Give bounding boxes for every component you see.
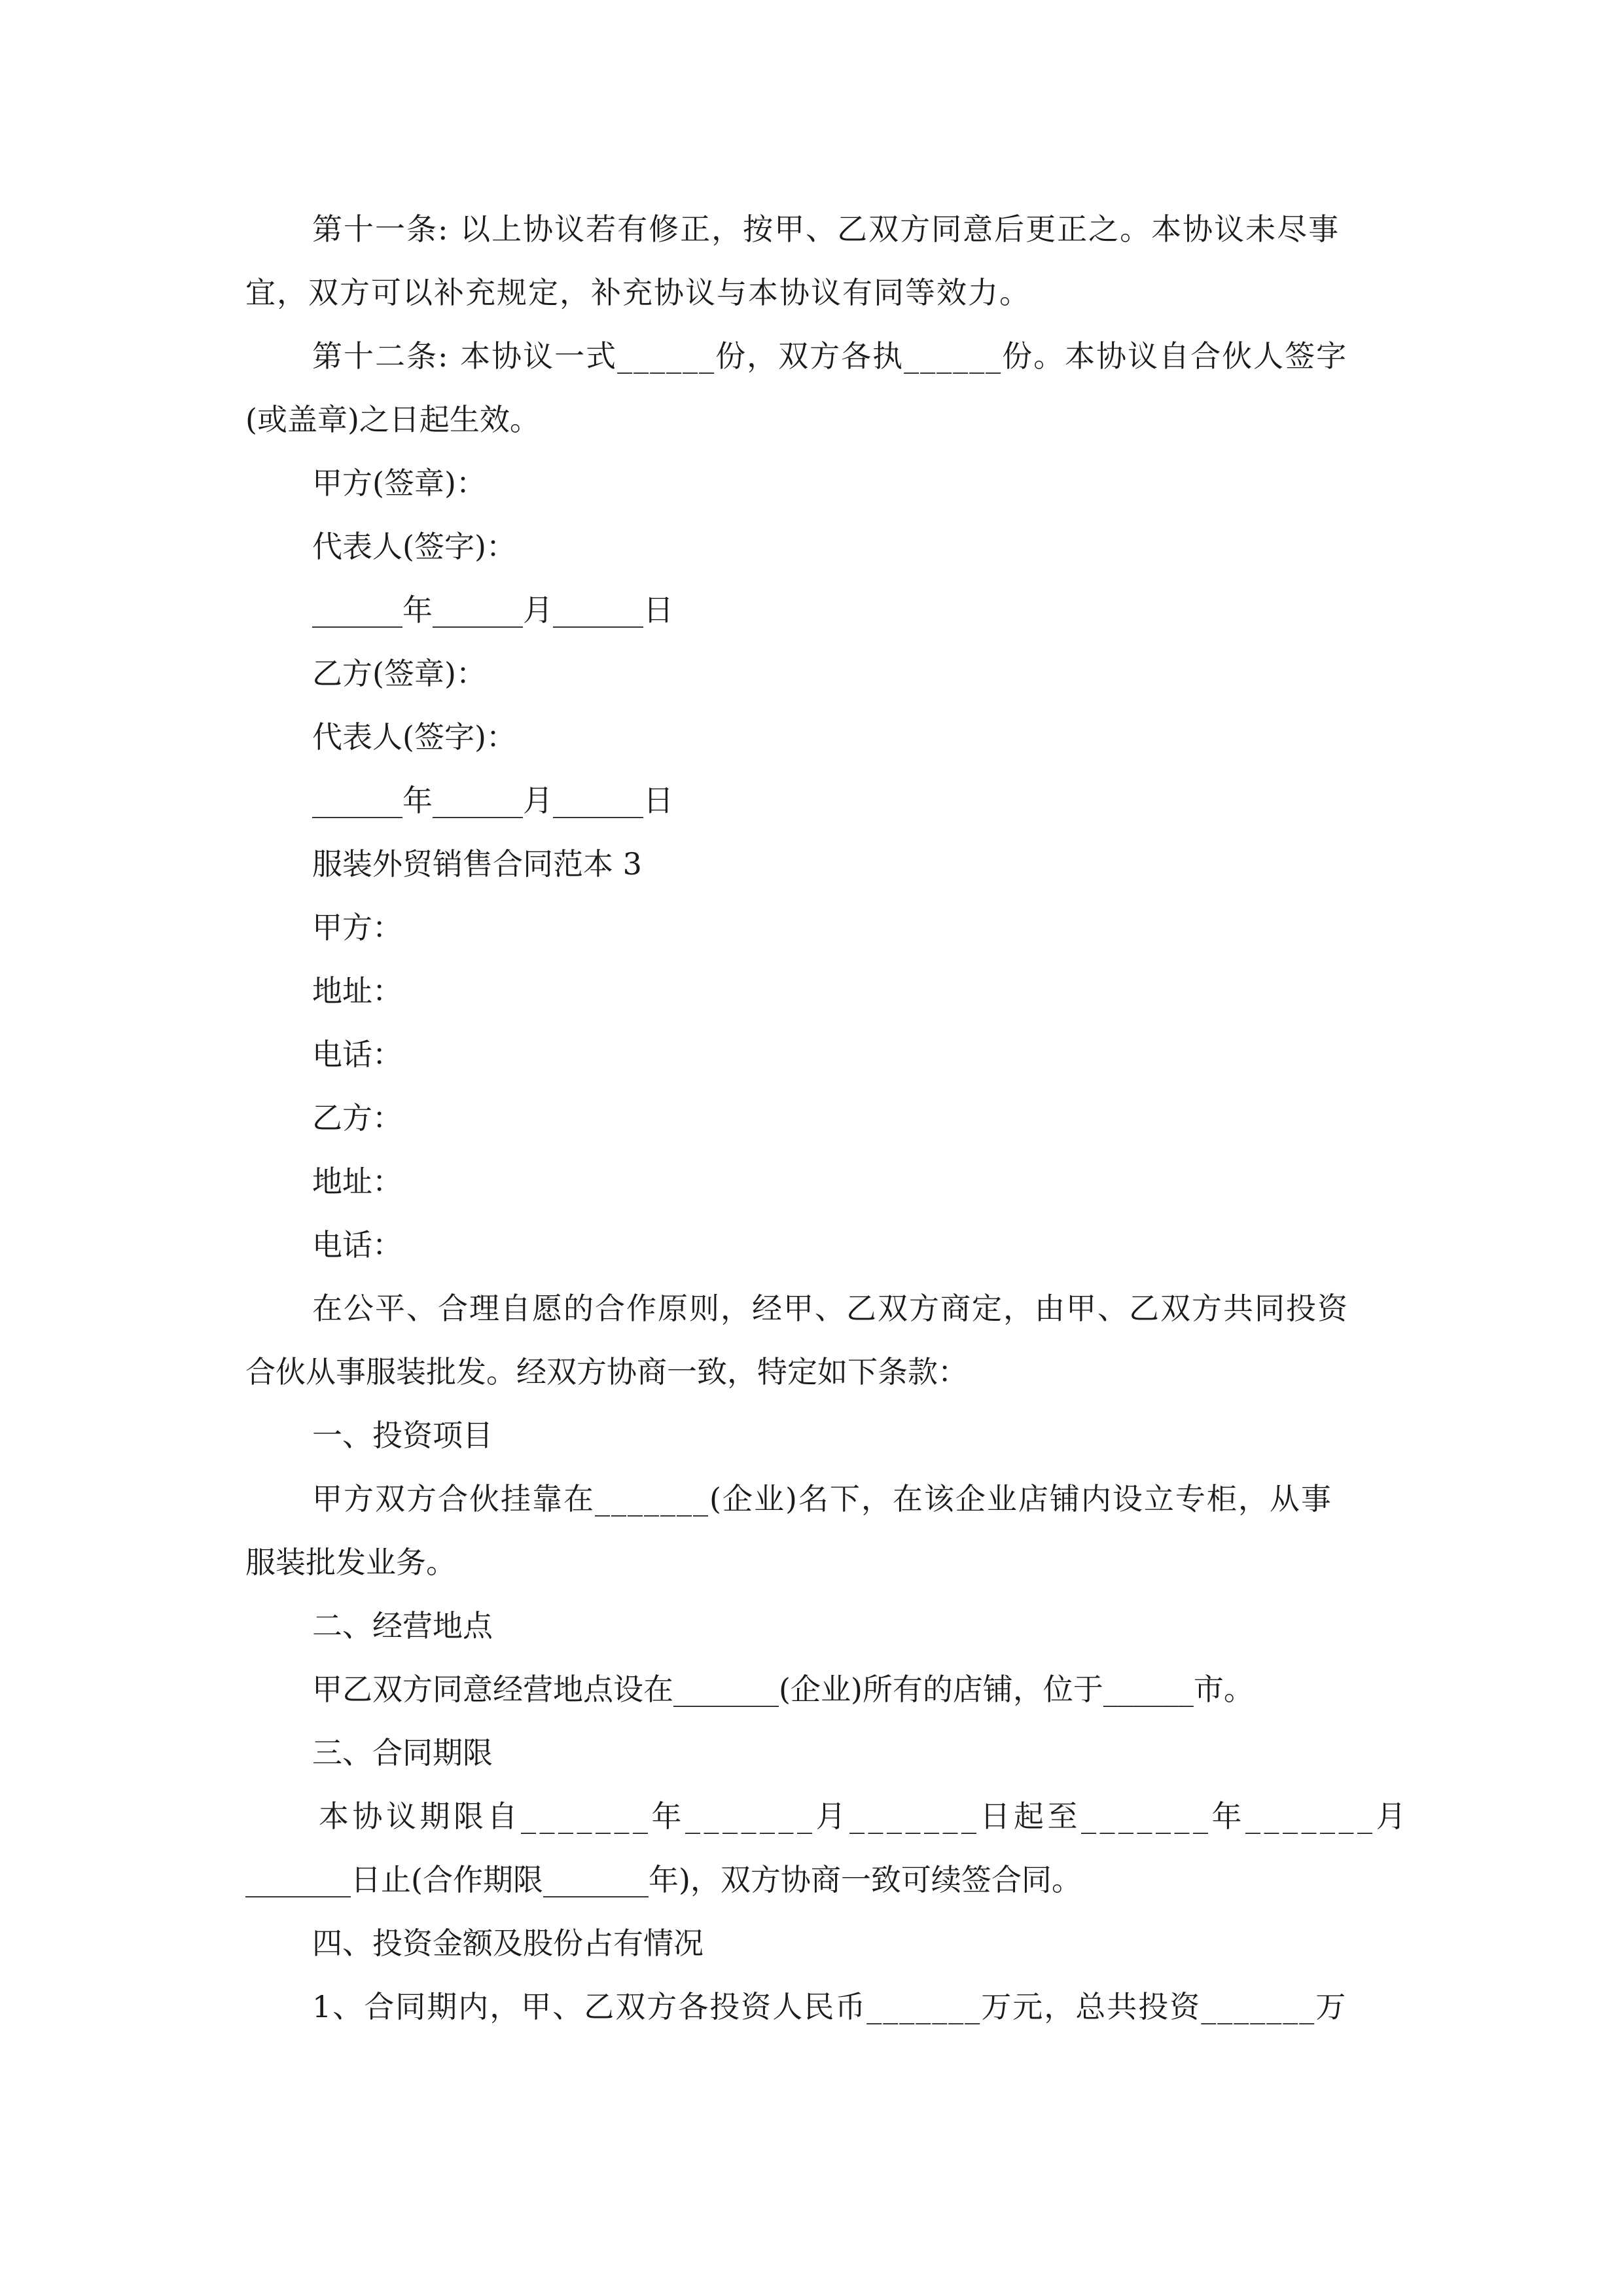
template-3-heading: 服装外贸销售合同范本 3 — [312, 846, 642, 882]
party-a-representative-line: 代表人(签字)： — [312, 529, 516, 564]
section-4-item-1: 1、合同期内，甲、乙双方各投资人民币_______万元，总共投资_______万 — [312, 1989, 1347, 2024]
clause-11-line-2: 宜，双方可以补充规定，补充协议与本协议有同等效力。 — [245, 275, 1031, 310]
section-4-heading: 四、投资金额及股份占有情况 — [312, 1926, 704, 1961]
party-b-representative-line: 代表人(签字)： — [312, 719, 516, 755]
party-a-date-line: ______年______月______日 — [312, 592, 673, 628]
party-b-phone-label: 电话： — [312, 1227, 402, 1263]
section-3-heading: 三、合同期限 — [312, 1735, 493, 1770]
party-b-label: 乙方： — [312, 1100, 402, 1136]
party-b-date-line: ______年______月______日 — [312, 783, 673, 818]
section-1-heading: 一、投资项目 — [312, 1418, 493, 1453]
party-a-phone-label: 电话： — [312, 1037, 402, 1072]
section-1-body-line-2: 服装批发业务。 — [245, 1545, 456, 1580]
section-2-body: 甲乙双方同意经营地点设在_______(企业)所有的店铺，位于______市。 — [312, 1672, 1254, 1707]
section-2-heading: 二、经营地点 — [312, 1608, 493, 1643]
clause-11-line-1: 第十一条: 以上协议若有修正，按甲、乙双方同意后更正之。本协议未尽事 — [312, 211, 1340, 247]
party-a-label: 甲方： — [312, 910, 402, 945]
section-3-body-line-1: 本协议期限自_______年_______月_______日起至_______年_______月 — [319, 1799, 1410, 1834]
preamble-line-2: 合伙从事服装批发。经双方协商一致，特定如下条款： — [245, 1354, 968, 1390]
party-b-seal-line: 乙方(签章)： — [312, 656, 486, 691]
section-1-body-line-1: 甲方双方合伙挂靠在_______(企业)名下，在该企业店铺内设立专柜，从事 — [312, 1481, 1332, 1516]
section-3-body-line-2: _______日止(合作期限_______年)，双方协商一致可续签合同。 — [245, 1862, 1082, 1897]
clause-12-line-2: (或盖章)之日起生效。 — [245, 402, 540, 437]
party-b-address-label: 地址： — [312, 1164, 402, 1199]
preamble-line-1: 在公平、合理自愿的合作原则，经甲、乙双方商定，由甲、乙双方共同投资 — [312, 1291, 1349, 1326]
party-a-seal-line: 甲方(签章)： — [312, 465, 486, 501]
clause-12-line-1: 第十二条: 本协议一式______份，双方各执______份。本协议自合伙人签字 — [312, 338, 1348, 374]
party-a-address-label: 地址： — [312, 973, 402, 1009]
